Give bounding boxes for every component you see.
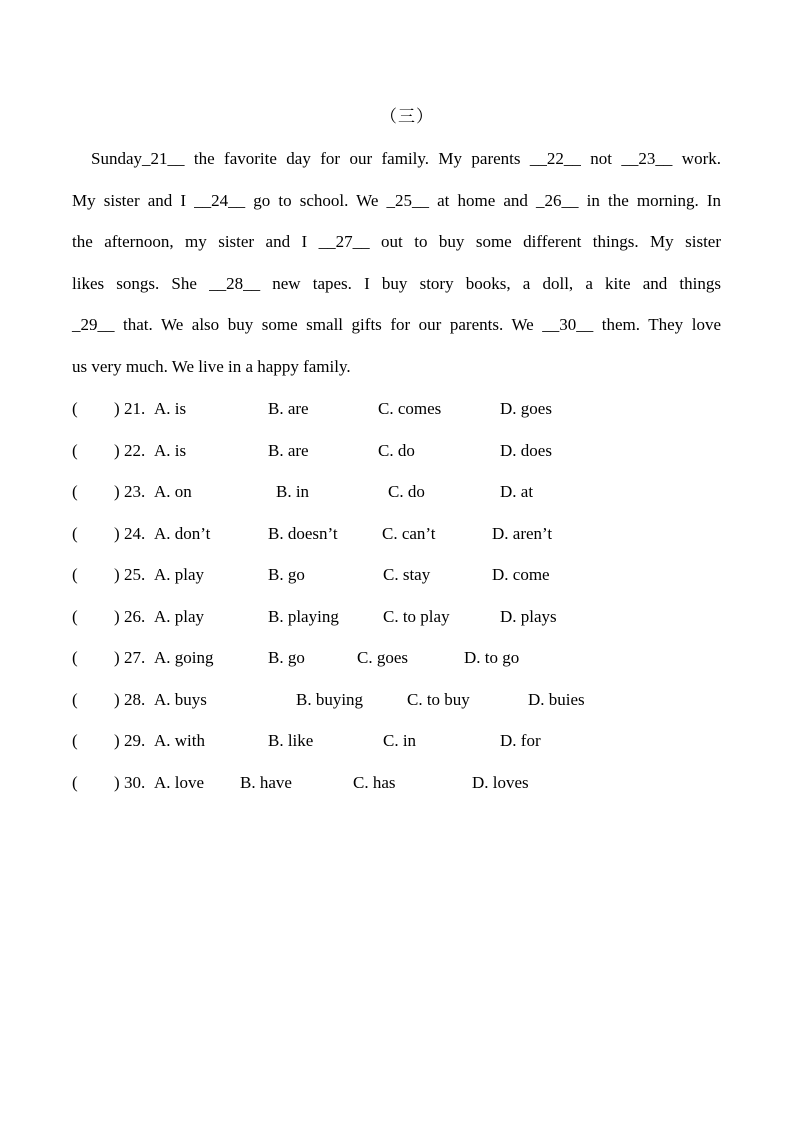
option-a: A. play bbox=[154, 565, 205, 584]
question-item bbox=[72, 554, 772, 596]
option-d: D. plays bbox=[500, 606, 557, 626]
option-a: A. love bbox=[154, 772, 205, 792]
option-a: A. is bbox=[154, 399, 187, 418]
question-item bbox=[72, 430, 772, 472]
option-c: C. to buy bbox=[407, 689, 470, 709]
option-a: A. buys bbox=[154, 689, 207, 709]
passage-line: us very much. We live in a happy family. bbox=[72, 356, 351, 376]
passage-line: _29__ that. We also buy some small gifts for our parents. We __30__ them. They love bbox=[72, 315, 721, 334]
answer-blank-open: ( bbox=[72, 482, 78, 501]
question-item bbox=[72, 720, 772, 762]
answer-blank-close: ) bbox=[114, 772, 120, 792]
option-a: A. is bbox=[154, 440, 187, 460]
option-a: A. on bbox=[154, 482, 192, 501]
option-d: D. to go bbox=[464, 648, 520, 667]
section-title: （三） bbox=[380, 107, 434, 126]
cloze-passage bbox=[72, 140, 721, 389]
answer-blank-open: ( bbox=[72, 772, 78, 792]
answer-blank-close: ) bbox=[114, 440, 120, 460]
passage-line: likes songs. She __28__ new tapes. I buy story books, a doll, a kite and things bbox=[72, 273, 721, 293]
question-number: 27. bbox=[124, 648, 146, 667]
answer-blank-open: ( bbox=[72, 440, 78, 460]
option-d: D. buies bbox=[528, 689, 585, 709]
option-c: C. do bbox=[378, 440, 415, 460]
passage-line: Sunday_21__ the favorite day for our family. My parents __22__ not __23__ work. bbox=[91, 149, 721, 168]
question-number: 25. bbox=[124, 565, 146, 584]
question-number: 28. bbox=[124, 689, 146, 709]
answer-blank-open: ( bbox=[72, 648, 78, 667]
question-item bbox=[72, 762, 772, 804]
question-item bbox=[72, 388, 772, 430]
answer-blank-close: ) bbox=[114, 689, 120, 709]
answer-blank-open: ( bbox=[72, 565, 78, 584]
question-number: 30. bbox=[124, 772, 146, 792]
question-number: 29. bbox=[124, 731, 146, 750]
answer-blank-close: ) bbox=[114, 731, 120, 750]
option-b: B. have bbox=[240, 772, 292, 792]
question-number: 22. bbox=[124, 440, 146, 460]
option-d: D. aren’t bbox=[492, 523, 553, 543]
option-c: C. has bbox=[353, 772, 396, 792]
option-b: B. playing bbox=[268, 606, 339, 626]
option-b: B. in bbox=[276, 482, 310, 501]
option-d: D. come bbox=[492, 565, 550, 584]
question-item bbox=[72, 637, 772, 679]
answer-blank-close: ) bbox=[114, 399, 120, 418]
answer-blank-close: ) bbox=[114, 482, 120, 501]
option-a: A. don’t bbox=[154, 523, 211, 543]
question-item bbox=[72, 513, 772, 555]
passage-line: the afternoon, my sister and I __27__ out to buy some different things. My sister bbox=[72, 232, 721, 251]
option-a: A. with bbox=[154, 731, 205, 750]
question-number: 26. bbox=[124, 606, 146, 626]
option-c: C. comes bbox=[378, 399, 442, 418]
answer-blank-open: ( bbox=[72, 399, 78, 418]
option-c: C. to play bbox=[383, 606, 450, 626]
option-c: C. goes bbox=[357, 648, 408, 667]
option-d: D. at bbox=[500, 482, 534, 501]
option-b: B. doesn’t bbox=[268, 523, 338, 543]
option-b: B. are bbox=[268, 440, 309, 460]
option-c: C. can’t bbox=[382, 523, 436, 543]
option-c: C. do bbox=[388, 482, 425, 501]
question-number: 21. bbox=[124, 399, 146, 418]
option-c: C. in bbox=[383, 731, 417, 750]
option-d: D. loves bbox=[472, 772, 529, 792]
question-item bbox=[72, 679, 772, 721]
question-list bbox=[72, 388, 772, 803]
option-b: B. go bbox=[268, 565, 305, 584]
answer-blank-close: ) bbox=[114, 606, 120, 626]
option-d: D. for bbox=[500, 731, 541, 750]
question-item bbox=[72, 471, 772, 513]
answer-blank-open: ( bbox=[72, 606, 78, 626]
answer-blank-close: ) bbox=[114, 565, 120, 584]
option-a: A. play bbox=[154, 606, 205, 626]
answer-blank-open: ( bbox=[72, 523, 78, 543]
question-number: 24. bbox=[124, 523, 146, 543]
option-d: D. goes bbox=[500, 399, 552, 418]
question-item bbox=[72, 596, 772, 638]
answer-blank-close: ) bbox=[114, 648, 120, 667]
option-c: C. stay bbox=[383, 565, 431, 584]
option-b: B. like bbox=[268, 731, 314, 750]
answer-blank-open: ( bbox=[72, 689, 78, 709]
option-b: B. buying bbox=[296, 689, 364, 709]
question-number: 23. bbox=[124, 482, 146, 501]
passage-line: My sister and I __24__ go to school. We _25__ at home and _26__ in the morning. In bbox=[72, 190, 721, 210]
option-b: B. are bbox=[268, 399, 309, 418]
answer-blank-open: ( bbox=[72, 731, 78, 750]
option-b: B. go bbox=[268, 648, 305, 667]
option-a: A. going bbox=[154, 648, 214, 667]
answer-blank-close: ) bbox=[114, 523, 120, 543]
option-d: D. does bbox=[500, 440, 552, 460]
